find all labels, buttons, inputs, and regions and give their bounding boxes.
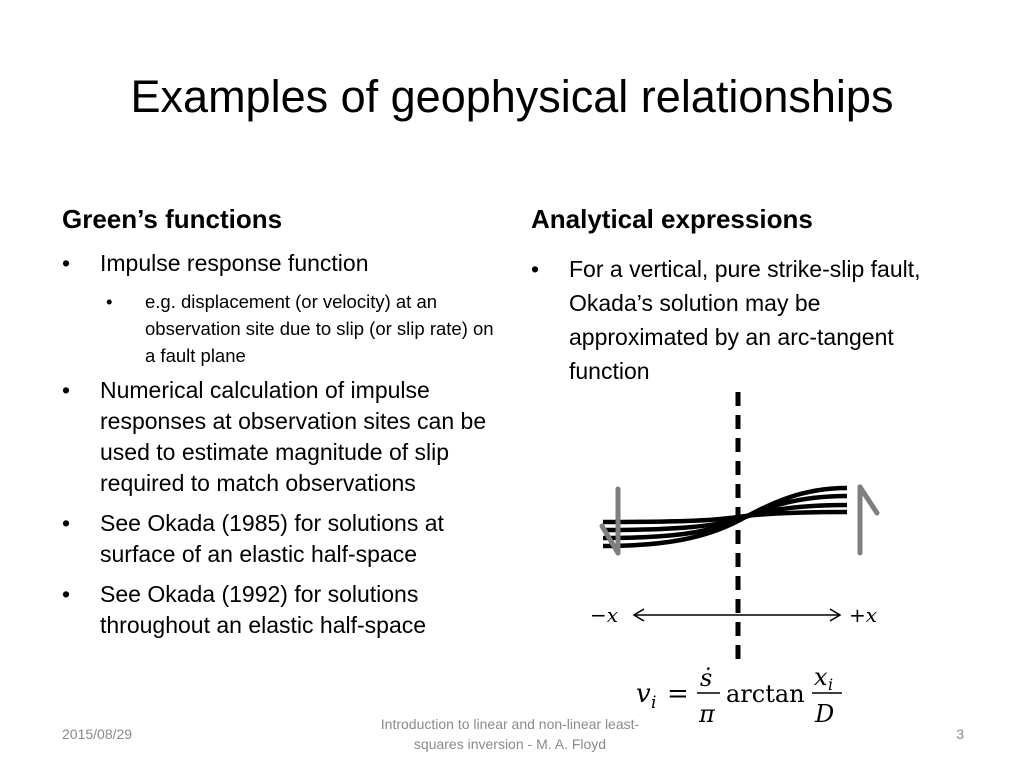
pos-x-label: +x — [849, 603, 878, 627]
eq-lhs: v — [636, 679, 651, 709]
right-heading: Analytical expressions — [531, 204, 813, 234]
sub-bullet-item: • e.g. displacement (or velocity) at an observation site due to slip (or slip rate) on a fault plane — [100, 288, 502, 369]
page-number: 3 — [956, 726, 964, 742]
bullet-item: • Impulse response function — [62, 248, 502, 279]
eq-numerator: ṡ — [700, 664, 713, 692]
left-heading: Green’s functions — [62, 204, 283, 234]
eq-numerator-2-sub: i — [828, 675, 834, 694]
eq-denominator-2: D — [815, 700, 835, 728]
right-arrow-barb — [860, 487, 877, 513]
eq-lhs-sub: i — [651, 693, 657, 713]
eq-numerator-2: x — [814, 663, 828, 691]
arctan-curves — [603, 488, 847, 546]
bullet-item: • For a vertical, pure strike-slip fault, Okada’s solution may be approximated by an arc-tangent function — [531, 252, 951, 388]
footer-title: Introduction to linear and non-linear least- squares inversion - M. A. Floyd — [380, 716, 640, 752]
bullet-item: • See Okada (1985) for solutions at surface of an elastic half-space — [62, 508, 502, 570]
slide-title: Examples of geophysical relationships — [130, 71, 894, 122]
bullet-item: • Numerical calculation of impulse responses at observation sites can be used to estimate magnitude of slip required to match observations — [62, 375, 502, 499]
neg-x-label: −x — [590, 603, 619, 627]
eq-equals: = — [667, 679, 689, 709]
bullet-item: • See Okada (1992) for solutions throughout an elastic half-space — [62, 579, 502, 641]
footer-date: 2015/08/29 — [62, 726, 133, 742]
eq-function: arctan — [726, 680, 805, 708]
eq-denominator: π — [699, 700, 715, 728]
